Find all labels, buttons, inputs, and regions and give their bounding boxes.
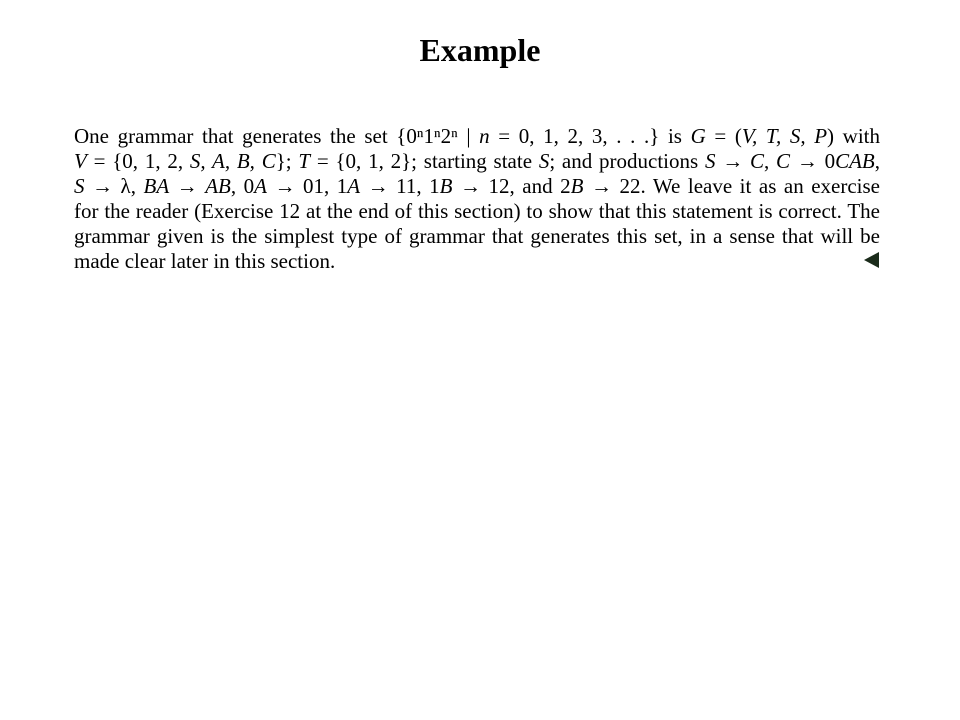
math-variable: C [749, 149, 764, 173]
math-variable: V, T, S, P [741, 124, 828, 148]
paragraph-text: made clear later in this section. [74, 249, 336, 273]
paragraph-text: ) with [827, 124, 880, 148]
paragraph-text: One grammar that generates the set {0ⁿ1ⁿ2ⁿ | [74, 124, 480, 148]
math-variable: CAB [835, 149, 875, 173]
math-variable: S, A, B, C [189, 149, 276, 173]
math-variable: A [254, 174, 267, 198]
paragraph-text: , [764, 149, 777, 173]
math-variable: B [570, 174, 584, 198]
math-variable: S [538, 149, 550, 173]
math-variable: AB [205, 174, 231, 198]
paragraph-text: ; and productions [549, 149, 705, 173]
left-triangle-icon [864, 252, 880, 268]
math-variable: BA [143, 174, 170, 198]
paragraph-text: → 01, 1 [266, 174, 348, 198]
paragraph-text: → 12, and 2 [452, 174, 571, 198]
math-variable: n [479, 124, 490, 148]
paragraph-text: = {0, 1, 2}; starting state [310, 149, 539, 173]
paragraph-text: → 22. We leave it as an exercise [583, 174, 881, 198]
math-variable: B [439, 174, 453, 198]
paragraph-line [74, 124, 880, 149]
slide-title: Example [419, 32, 541, 68]
paragraph-text: = ( [705, 124, 742, 148]
paragraph-text: → λ, [84, 174, 144, 198]
paragraph-line [74, 199, 880, 224]
math-variable: S [74, 174, 85, 198]
paragraph-line [74, 224, 880, 249]
math-variable: T [298, 149, 311, 173]
paragraph-line [74, 249, 880, 274]
paragraph-text: , [874, 149, 881, 173]
paragraph-text: → 0 [790, 149, 836, 173]
paragraph-text: , 0 [230, 174, 255, 198]
paragraph-text: = 0, 1, 2, 3, . . .} is [489, 124, 691, 148]
example-paragraph [74, 124, 880, 274]
math-variable: V [74, 149, 87, 173]
paragraph-text: }; [275, 149, 299, 173]
paragraph-text: grammar given is the simplest type of grammar that generates this set, in a sense that will be [74, 224, 880, 248]
math-variable: A [347, 174, 361, 198]
left-triangle-shape [864, 252, 879, 268]
paragraph-line [74, 174, 880, 199]
paragraph-text: → [169, 174, 206, 198]
paragraph-text: → [715, 149, 750, 173]
paragraph-text: → 11, 1 [360, 174, 440, 198]
math-variable: G [690, 124, 706, 148]
paragraph-line [74, 149, 880, 174]
math-variable: C [776, 149, 791, 173]
paragraph-text: = {0, 1, 2, [86, 149, 190, 173]
paragraph-text: for the reader (Exercise 12 at the end of this section) to show that this statement is correct. The [74, 199, 880, 223]
math-variable: S [704, 149, 716, 173]
